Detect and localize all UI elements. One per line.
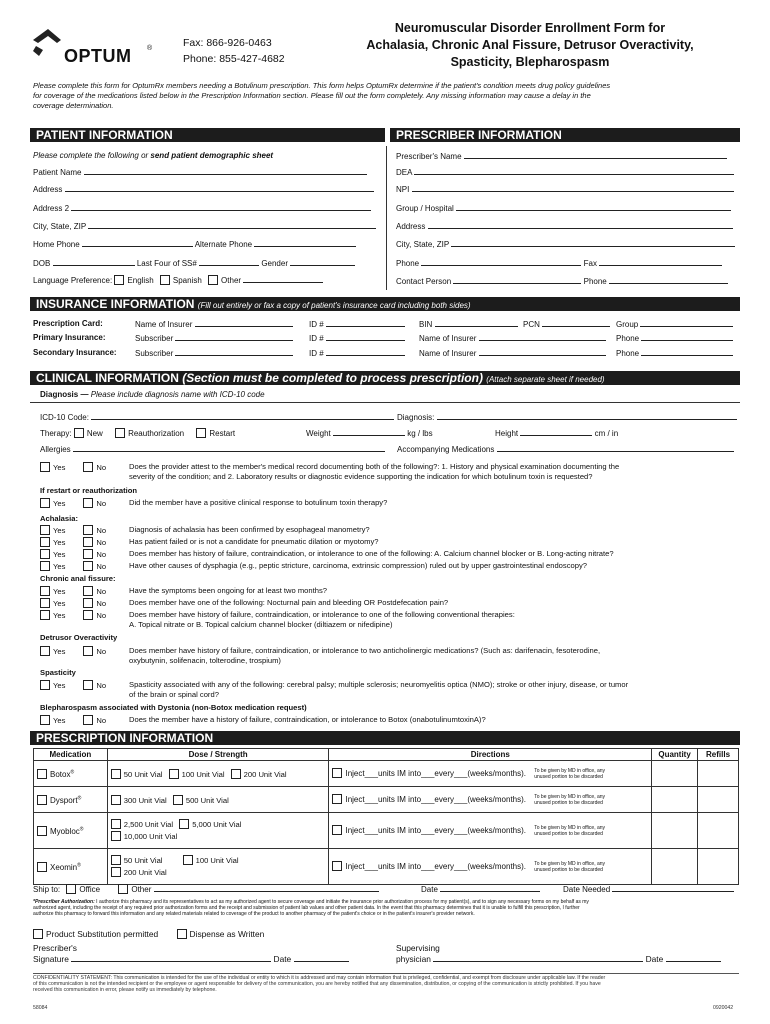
fissure-q2-yes-no: Yes No xyxy=(40,598,106,609)
diagnosis-divider xyxy=(30,402,740,403)
myobloc-dose-1-checkbox[interactable] xyxy=(111,819,121,829)
fissure-q3-yes-no: Yes No xyxy=(40,610,106,621)
diagnosis-note: Diagnosis — Please include diagnosis name with ICD-10 code xyxy=(40,390,265,399)
height-field[interactable]: Height cm / in xyxy=(495,429,619,438)
ship-office-checkbox[interactable] xyxy=(66,884,76,894)
patient-address2-field[interactable]: Address 2 xyxy=(33,203,371,213)
ship-other-checkbox[interactable] xyxy=(118,884,128,894)
myobloc-dose-3-checkbox[interactable] xyxy=(111,831,121,841)
secondary-id-field[interactable]: ID # xyxy=(309,348,405,358)
group-hospital-field[interactable]: Group / Hospital xyxy=(396,203,731,213)
ship-date-field[interactable]: Date xyxy=(421,884,540,894)
achalasia-q3: Does member has history of failure, contraindication, or intolerance to one of the following: A. Calcium channel blocker or B. Long-acting nitrate? xyxy=(129,549,614,558)
primary-subscriber-field[interactable]: Subscriber xyxy=(135,333,293,343)
date-needed-field[interactable]: Date Needed xyxy=(563,884,734,894)
ship-other-field[interactable] xyxy=(154,884,379,892)
attest-yes-checkbox[interactable] xyxy=(40,462,50,472)
therapy-new-checkbox[interactable] xyxy=(74,428,84,438)
optum-logo xyxy=(30,26,160,66)
restart-heading: If restart or reauthorization xyxy=(40,486,138,495)
prescriber-section-header: PRESCRIBER INFORMATION xyxy=(390,128,740,142)
primary-id-field[interactable]: ID # xyxy=(309,333,405,343)
achalasia-q1-yes-no: Yes No xyxy=(40,525,106,536)
fissure-q3: Does member have history of failure, contraindication, or intolerance to one of the following conventional therapies: A. Topical nitrate or B. Topical calcium channel blocker (diltiazem or nifedipine) xyxy=(129,610,515,629)
rx-card-insurer-field[interactable]: Name of Insurer xyxy=(135,319,293,329)
restart-no-checkbox[interactable] xyxy=(83,498,93,508)
restart-yes-checkbox[interactable] xyxy=(40,498,50,508)
fis1-no-checkbox[interactable] xyxy=(83,586,93,596)
spa-yes-checkbox[interactable] xyxy=(40,680,50,690)
attest-no-checkbox[interactable] xyxy=(83,462,93,472)
ach2-no-checkbox[interactable] xyxy=(83,537,93,547)
achalasia-q3-yes-no: Yes No xyxy=(40,549,106,560)
bleph-yes-no: Yes No xyxy=(40,715,106,726)
xeomin-checkbox[interactable] xyxy=(37,862,47,872)
prescriber-signature-field[interactable]: Prescriber's Signature Date xyxy=(33,943,349,965)
patient-name-field[interactable]: Patient Name xyxy=(33,167,367,177)
prescriber-name-field[interactable]: Prescriber's Name xyxy=(396,151,727,161)
therapy-restart-checkbox[interactable] xyxy=(196,428,206,438)
patient-phone-fields[interactable]: Home Phone Alternate Phone xyxy=(33,239,356,249)
ach1-yes-checkbox[interactable] xyxy=(40,525,50,535)
spanish-checkbox[interactable] xyxy=(160,275,170,285)
det-no-checkbox[interactable] xyxy=(83,646,93,656)
patient-section-header: PATIENT INFORMATION xyxy=(30,128,385,142)
registered-mark: ® xyxy=(147,45,153,52)
xeomin-dose-1-checkbox[interactable] xyxy=(111,855,121,865)
spasticity-yes-no: Yes No xyxy=(40,680,106,691)
myobloc-dose-2-checkbox[interactable] xyxy=(179,819,189,829)
ach3-yes-checkbox[interactable] xyxy=(40,549,50,559)
detrusor-question: Does member have history of failure, contraindication, or intolerance to two anticholinergic medications? (Such as: darifenacin, fesoterodine, oxybutynin, solifenacin, tolterodine, trospium) xyxy=(129,646,601,665)
dysport-directions-checkbox[interactable] xyxy=(332,794,342,804)
myobloc-directions-checkbox[interactable] xyxy=(332,825,342,835)
rx-row-myobloc: Myobloc® 2,500 Unit Vial 5,000 Unit Vial 10,000 Unit Vial Inject___units IM into___every___(weeks/months). To be given by MD in office, any unused portion to be discarded xyxy=(34,813,739,849)
prescription-table xyxy=(33,748,739,885)
form-title xyxy=(320,20,740,71)
achalasia-q1: Diagnosis of achalasia has been confirmed by esophageal manometry? xyxy=(129,525,370,534)
prescription-header-row xyxy=(34,749,739,761)
therapy-row: Therapy: New Reauthorization Restart xyxy=(40,429,236,438)
rx-card-bin-field[interactable]: BIN xyxy=(419,319,518,329)
bleph-no-checkbox[interactable] xyxy=(83,715,93,725)
insurance-row-label-3: Secondary Insurance: xyxy=(33,348,117,357)
contact-fax: Fax: 866-926-0463 xyxy=(183,37,272,49)
patient-note: Please complete the following or send patient demographic sheet xyxy=(33,151,274,160)
rx-row-botox: Botox® 50 Unit Vial 100 Unit Vial 200 Unit Vial Inject___units IM into___every___(weeks/months). To be given by MD in office, any unused portion to be discarded xyxy=(34,761,739,787)
myobloc-quantity-cell[interactable] xyxy=(652,813,698,849)
botox-directions-checkbox[interactable] xyxy=(332,768,342,778)
xeomin-quantity-cell[interactable] xyxy=(652,849,698,885)
fis2-yes-checkbox[interactable] xyxy=(40,598,50,608)
dysport-refills-cell[interactable] xyxy=(698,787,739,813)
achalasia-q2: Has patient failed or is not a candidate for pneumatic dilation or myotomy? xyxy=(129,537,379,546)
xeomin-dose-2-checkbox[interactable] xyxy=(183,855,193,865)
rx-card-id-field[interactable]: ID # xyxy=(309,319,405,329)
primary-insurer-field[interactable]: Name of Insurer xyxy=(419,333,606,343)
primary-phone-field[interactable]: Phone xyxy=(616,333,733,343)
xeomin-refills-cell[interactable] xyxy=(698,849,739,885)
dysport-dose-2-checkbox[interactable] xyxy=(173,795,183,805)
clinical-section-header: CLINICAL INFORMATION (Section must be completed to process prescription) (Attach separate sheet if needed) xyxy=(30,371,740,385)
col-dose: Dose / Strength xyxy=(107,749,329,761)
botox-quantity-cell[interactable] xyxy=(652,761,698,787)
achalasia-q4: Have other causes of dysphagia (e.g., peptic stricture, carcinoma, extrinsic compression) ruled out by upper gastrointestinal endoscopy? xyxy=(129,561,587,570)
col-quantity: Quantity xyxy=(652,749,698,761)
section-divider xyxy=(386,146,387,290)
other-language-checkbox[interactable] xyxy=(208,275,218,285)
myobloc-checkbox[interactable] xyxy=(37,826,47,836)
bleph-yes-checkbox[interactable] xyxy=(40,715,50,725)
dispense-as-written-checkbox[interactable] xyxy=(177,929,187,939)
col-medication: Medication xyxy=(34,749,108,761)
language-preference: Language Preference: English Spanish Other xyxy=(33,275,323,285)
det-yes-checkbox[interactable] xyxy=(40,646,50,656)
achalasia-heading: Achalasia: xyxy=(40,514,78,523)
achalasia-q4-yes-no: Yes No xyxy=(40,561,106,572)
ach1-no-checkbox[interactable] xyxy=(83,525,93,535)
detrusor-heading: Detrusor Overactivity xyxy=(40,633,118,642)
contact-person-fields[interactable]: Contact Person Phone xyxy=(396,276,728,286)
prescriber-address-field[interactable]: Address xyxy=(396,221,733,231)
form-title-line1: Neuromuscular Disorder Enrollment Form for xyxy=(394,21,666,35)
achalasia-q2-yes-no: Yes No xyxy=(40,537,106,548)
botox-dose-2-checkbox[interactable] xyxy=(169,769,179,779)
botox-dose-3-checkbox[interactable] xyxy=(231,769,241,779)
spa-no-checkbox[interactable] xyxy=(83,680,93,690)
dysport-dose-1-checkbox[interactable] xyxy=(111,795,121,805)
restart-question: Did the member have a positive clinical response to botulinum toxin therapy? xyxy=(129,498,388,507)
therapy-reauth-checkbox[interactable] xyxy=(115,428,125,438)
rx-row-dysport: Dysport® 300 Unit Vial 500 Unit Vial Inject___units IM into___every___(weeks/months). To be given by MD in office, any unused portion to be discarded xyxy=(34,787,739,813)
ach4-no-checkbox[interactable] xyxy=(83,561,93,571)
secondary-insurer-field[interactable]: Name of Insurer xyxy=(419,348,606,358)
fissure-q1-yes-no: Yes No xyxy=(40,586,106,597)
optum-logo-mark-icon xyxy=(30,26,64,62)
ship-to-row: Ship to: Office Other xyxy=(33,884,379,894)
form-title-line3: Spasticity, Blepharospasm xyxy=(450,55,610,69)
bleph-heading: Blepharospasm associated with Dystonia (non-Botox medication request) xyxy=(40,703,307,712)
fis3-yes-checkbox[interactable] xyxy=(40,610,50,620)
ach4-yes-checkbox[interactable] xyxy=(40,561,50,571)
col-directions: Directions xyxy=(329,749,652,761)
fis1-yes-checkbox[interactable] xyxy=(40,586,50,596)
form-code-left: 58084 xyxy=(33,1005,48,1011)
attest-question: Does the provider attest to the member's medical record documenting both of the following?: 1. History and physical examination documenting the severity of the condition; and 2. Laboratory results or diagnostic evidence supporting the indication for which botulinum toxin is requested? xyxy=(129,462,620,481)
icd10-field[interactable]: ICD-10 Code: xyxy=(40,412,394,422)
supervising-signature-field[interactable]: Supervising physician Date xyxy=(396,943,721,965)
rx-card-pcn-field[interactable]: PCN xyxy=(523,319,610,329)
fis3-no-checkbox[interactable] xyxy=(83,610,93,620)
secondary-phone-field[interactable]: Phone xyxy=(616,348,733,358)
patient-city-field[interactable]: City, State, ZIP xyxy=(33,221,376,231)
ach2-yes-checkbox[interactable] xyxy=(40,537,50,547)
restart-yes-no: Yes No xyxy=(40,498,106,509)
npi-field[interactable]: NPI xyxy=(396,184,734,194)
patient-address-field[interactable]: Address xyxy=(33,184,374,194)
patient-dob-fields[interactable]: DOB Last Four of SS# Gender xyxy=(33,258,355,268)
form-code-right: 0920042 xyxy=(713,1005,734,1011)
insurance-row-label-2: Primary Insurance: xyxy=(33,333,106,342)
brand-name: OPTUM xyxy=(64,46,132,66)
substitution-row: Product Substitution permitted Dispense as Written xyxy=(33,929,264,939)
botox-refills-cell[interactable] xyxy=(698,761,739,787)
dysport-quantity-cell[interactable] xyxy=(652,787,698,813)
fissure-heading: Chronic anal fissure: xyxy=(40,574,116,583)
myobloc-refills-cell[interactable] xyxy=(698,813,739,849)
accompanying-meds-field[interactable]: Accompanying Medications xyxy=(397,444,734,454)
prescription-section-header: PRESCRIPTION INFORMATION xyxy=(30,731,740,745)
detrusor-yes-no: Yes No xyxy=(40,646,106,657)
contact-phone: Phone: 855-427-4682 xyxy=(183,53,285,65)
prescriber-city-field[interactable]: City, State, ZIP xyxy=(396,239,735,249)
insurance-section-header: INSURANCE INFORMATION (Fill out entirely or fax a copy of patient's insurance card including both sides) xyxy=(30,297,740,311)
allergies-field[interactable]: Allergies xyxy=(40,444,385,454)
substitution-checkbox[interactable] xyxy=(33,929,43,939)
prescriber-phone-fax-fields[interactable]: Phone Fax xyxy=(396,258,722,268)
xeomin-dose-3-checkbox[interactable] xyxy=(111,867,121,877)
confidentiality-statement: CONFIDENTIALITY STATEMENT: This communication is intended for the use of the individual or entity to which it is addressed and may contain information that is privileged, confidential, and exempt from disclosure under applicable law. If the reader of this communication is not the intended recipient or the employee or agent responsible for delivery of the communication, you are hereby notified that any dissemination, distribution, or copying of the communication is strictly prohibited. If you have received this communication in error, please notify us immediately by telephone. xyxy=(33,973,739,993)
spasticity-heading: Spasticity xyxy=(40,668,76,677)
diagnosis-field[interactable]: Diagnosis: xyxy=(397,412,737,422)
xeomin-directions-checkbox[interactable] xyxy=(332,861,342,871)
bleph-question: Does the member have a history of failure, contraindication, or intolerance to Botox (onabotulinumtoxinA)? xyxy=(129,715,486,724)
ach3-no-checkbox[interactable] xyxy=(83,549,93,559)
insurance-row-label-1: Prescription Card: xyxy=(33,319,103,328)
form-title-line2: Achalasia, Chronic Anal Fissure, Detrusor Overactivity, xyxy=(366,38,694,52)
rx-card-group-field[interactable]: Group xyxy=(616,319,733,329)
weight-field[interactable]: Weight kg / lbs xyxy=(306,429,433,438)
fissure-q1: Have the symptoms been ongoing for at least two months? xyxy=(129,586,327,595)
fis2-no-checkbox[interactable] xyxy=(83,598,93,608)
botox-checkbox[interactable] xyxy=(37,769,47,779)
english-checkbox[interactable] xyxy=(114,275,124,285)
fissure-q2: Does member have one of the following: Nocturnal pain and bleeding OR Postdefecation pain? xyxy=(129,598,449,607)
intro-text: Please complete this form for OptumRx members needing a Botulinum prescription. This form helps OptumRx determine if the patient's condition meets drug policy guidelines for coverage of the medications listed below in the Prescription Information section. Please fill out the form completely. Any missing information may cause a delay in the coverage determination. xyxy=(33,81,611,110)
dea-field[interactable]: DEA xyxy=(396,167,734,177)
attest-yes-no: Yes No xyxy=(40,462,106,473)
col-refills: Refills xyxy=(698,749,739,761)
spasticity-question: Spasticity associated with any of the following: cerebral palsy; multiple sclerosis; neuromyelitis optica (NMO); stroke or other injury, disease, or tumor of the brain or spinal cord? xyxy=(129,680,629,699)
botox-dose-1-checkbox[interactable] xyxy=(111,769,121,779)
rx-row-xeomin: Xeomin® 50 Unit Vial 100 Unit Vial 200 Unit Vial Inject___units IM into___every___(weeks/months). To be given by MD in office, any unused portion to be discarded xyxy=(34,849,739,885)
secondary-subscriber-field[interactable]: Subscriber xyxy=(135,348,293,358)
prescriber-authorization: *Prescriber Authorization: I authorize this pharmacy and its representatives to act as my authorized agent to secure coverage and initiate the insurance prior authorization process for my patient(s), and to sign any necessary forms on my behalf as my authorized agent, including the receipt of any required prior authorization forms and the receipt and submission of patient lab values and other patient data. In the event that this pharmacy determines that it is unable to fulfill this prescription, I further authorize this pharmacy to forward this information and any related materials related to coverage of the product to another pharmacy of the patient's choice or in the patient's insurer's provider network. xyxy=(33,899,589,917)
dysport-checkbox[interactable] xyxy=(37,795,47,805)
